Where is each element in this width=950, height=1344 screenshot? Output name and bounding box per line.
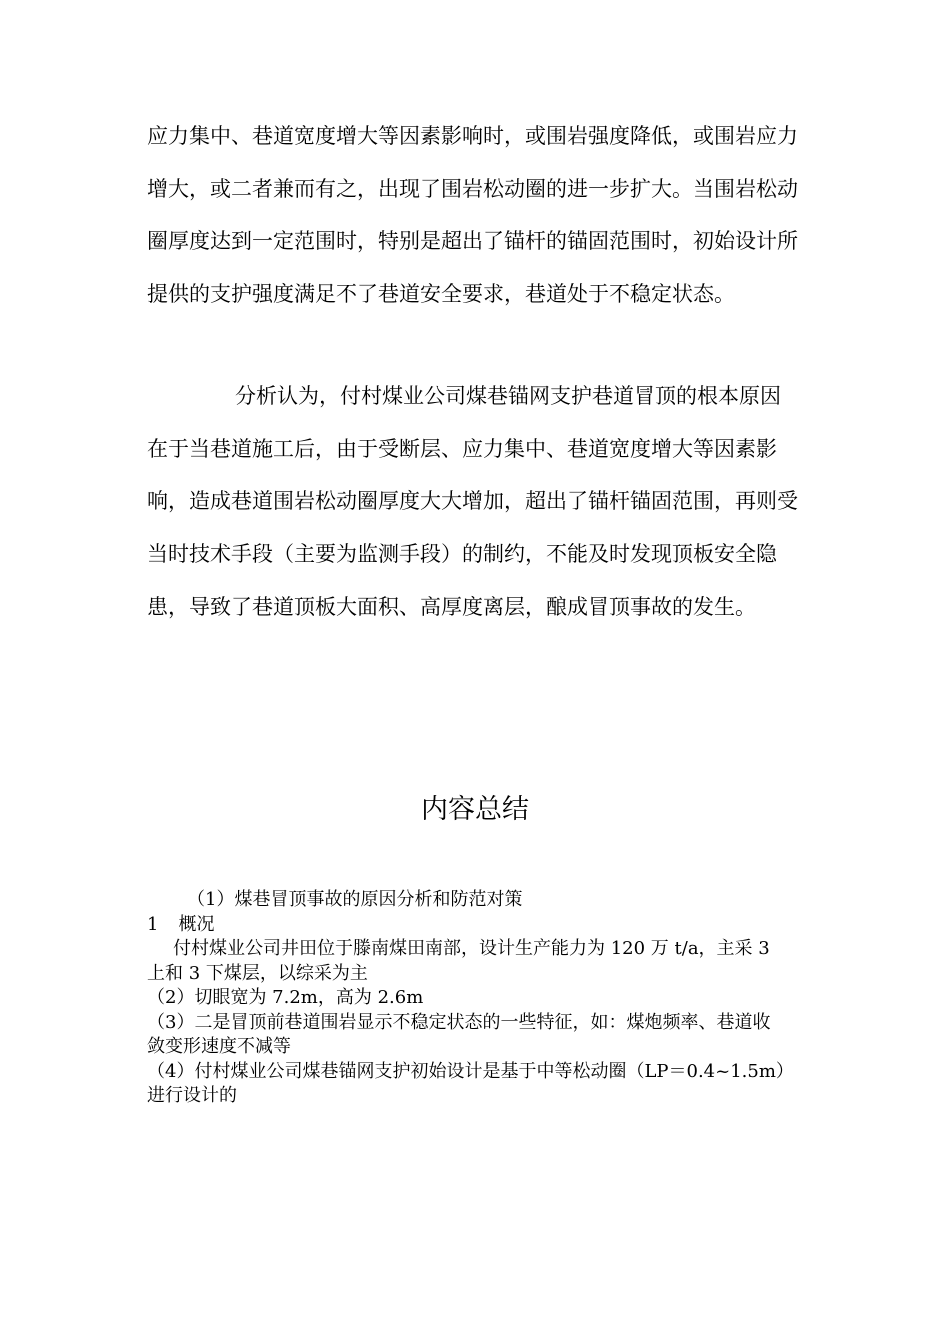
body-paragraph-2 (147, 370, 799, 634)
summary-item-3: （3）二是冒顶前巷道围岩显示不稳定状态的一些特征，如：煤炮频率、巷道收敛变形速度不减等 (147, 1011, 771, 1057)
paragraph-2-text: 分析认为，付村煤业公司煤巷锚网支护巷道冒顶的根本原因在于当巷道施工后，由于受断层、应力集中、巷道宽度增大等因素影响，造成巷道围岩松动圈厚度大大增加，超出了锚杆锚固范围，再则受当时技术手段（主要为监测手段）的制约，不能及时发现顶板安全隐患，导致了巷道顶板大面积、高厚度离层，酿成冒顶事故的发生。 (147, 384, 798, 619)
summary-section (147, 888, 787, 1109)
paragraph-1-text: 应力集中、巷道宽度增大等因素影响时，或围岩强度降低，或围岩应力增大，或二者兼而有之，出现了围岩松动圈的进一步扩大。当围岩松动圈厚度达到一定范围时，特别是超出了锚杆的锚固范围时，初始设计所提供的支护强度满足不了巷道安全要求，巷道处于不稳定状态。 (147, 124, 798, 307)
overview-heading (147, 913, 787, 938)
overview-number: 1 (147, 913, 159, 935)
summary-item-4: （4）付村煤业公司煤巷锚网支护初始设计是基于中等松动圈（LP＝0.4~1.5m）进行设计的 (147, 1060, 785, 1106)
summary-title: 内容总结 (421, 794, 529, 825)
overview-text: 付村煤业公司井田位于滕南煤田南部，设计生产能力为 120 万 t/a，主采 3 上和 3 下煤层，以综采为主 (147, 938, 770, 984)
body-paragraph-1 (147, 110, 799, 321)
overview-label: 概况 (178, 913, 215, 935)
summary-item-2: （2）切眼宽为 7.2m，高为 2.6m (147, 987, 424, 1008)
summary-item-1: （1）煤巷冒顶事故的原因分析和防范对策 (187, 889, 523, 910)
